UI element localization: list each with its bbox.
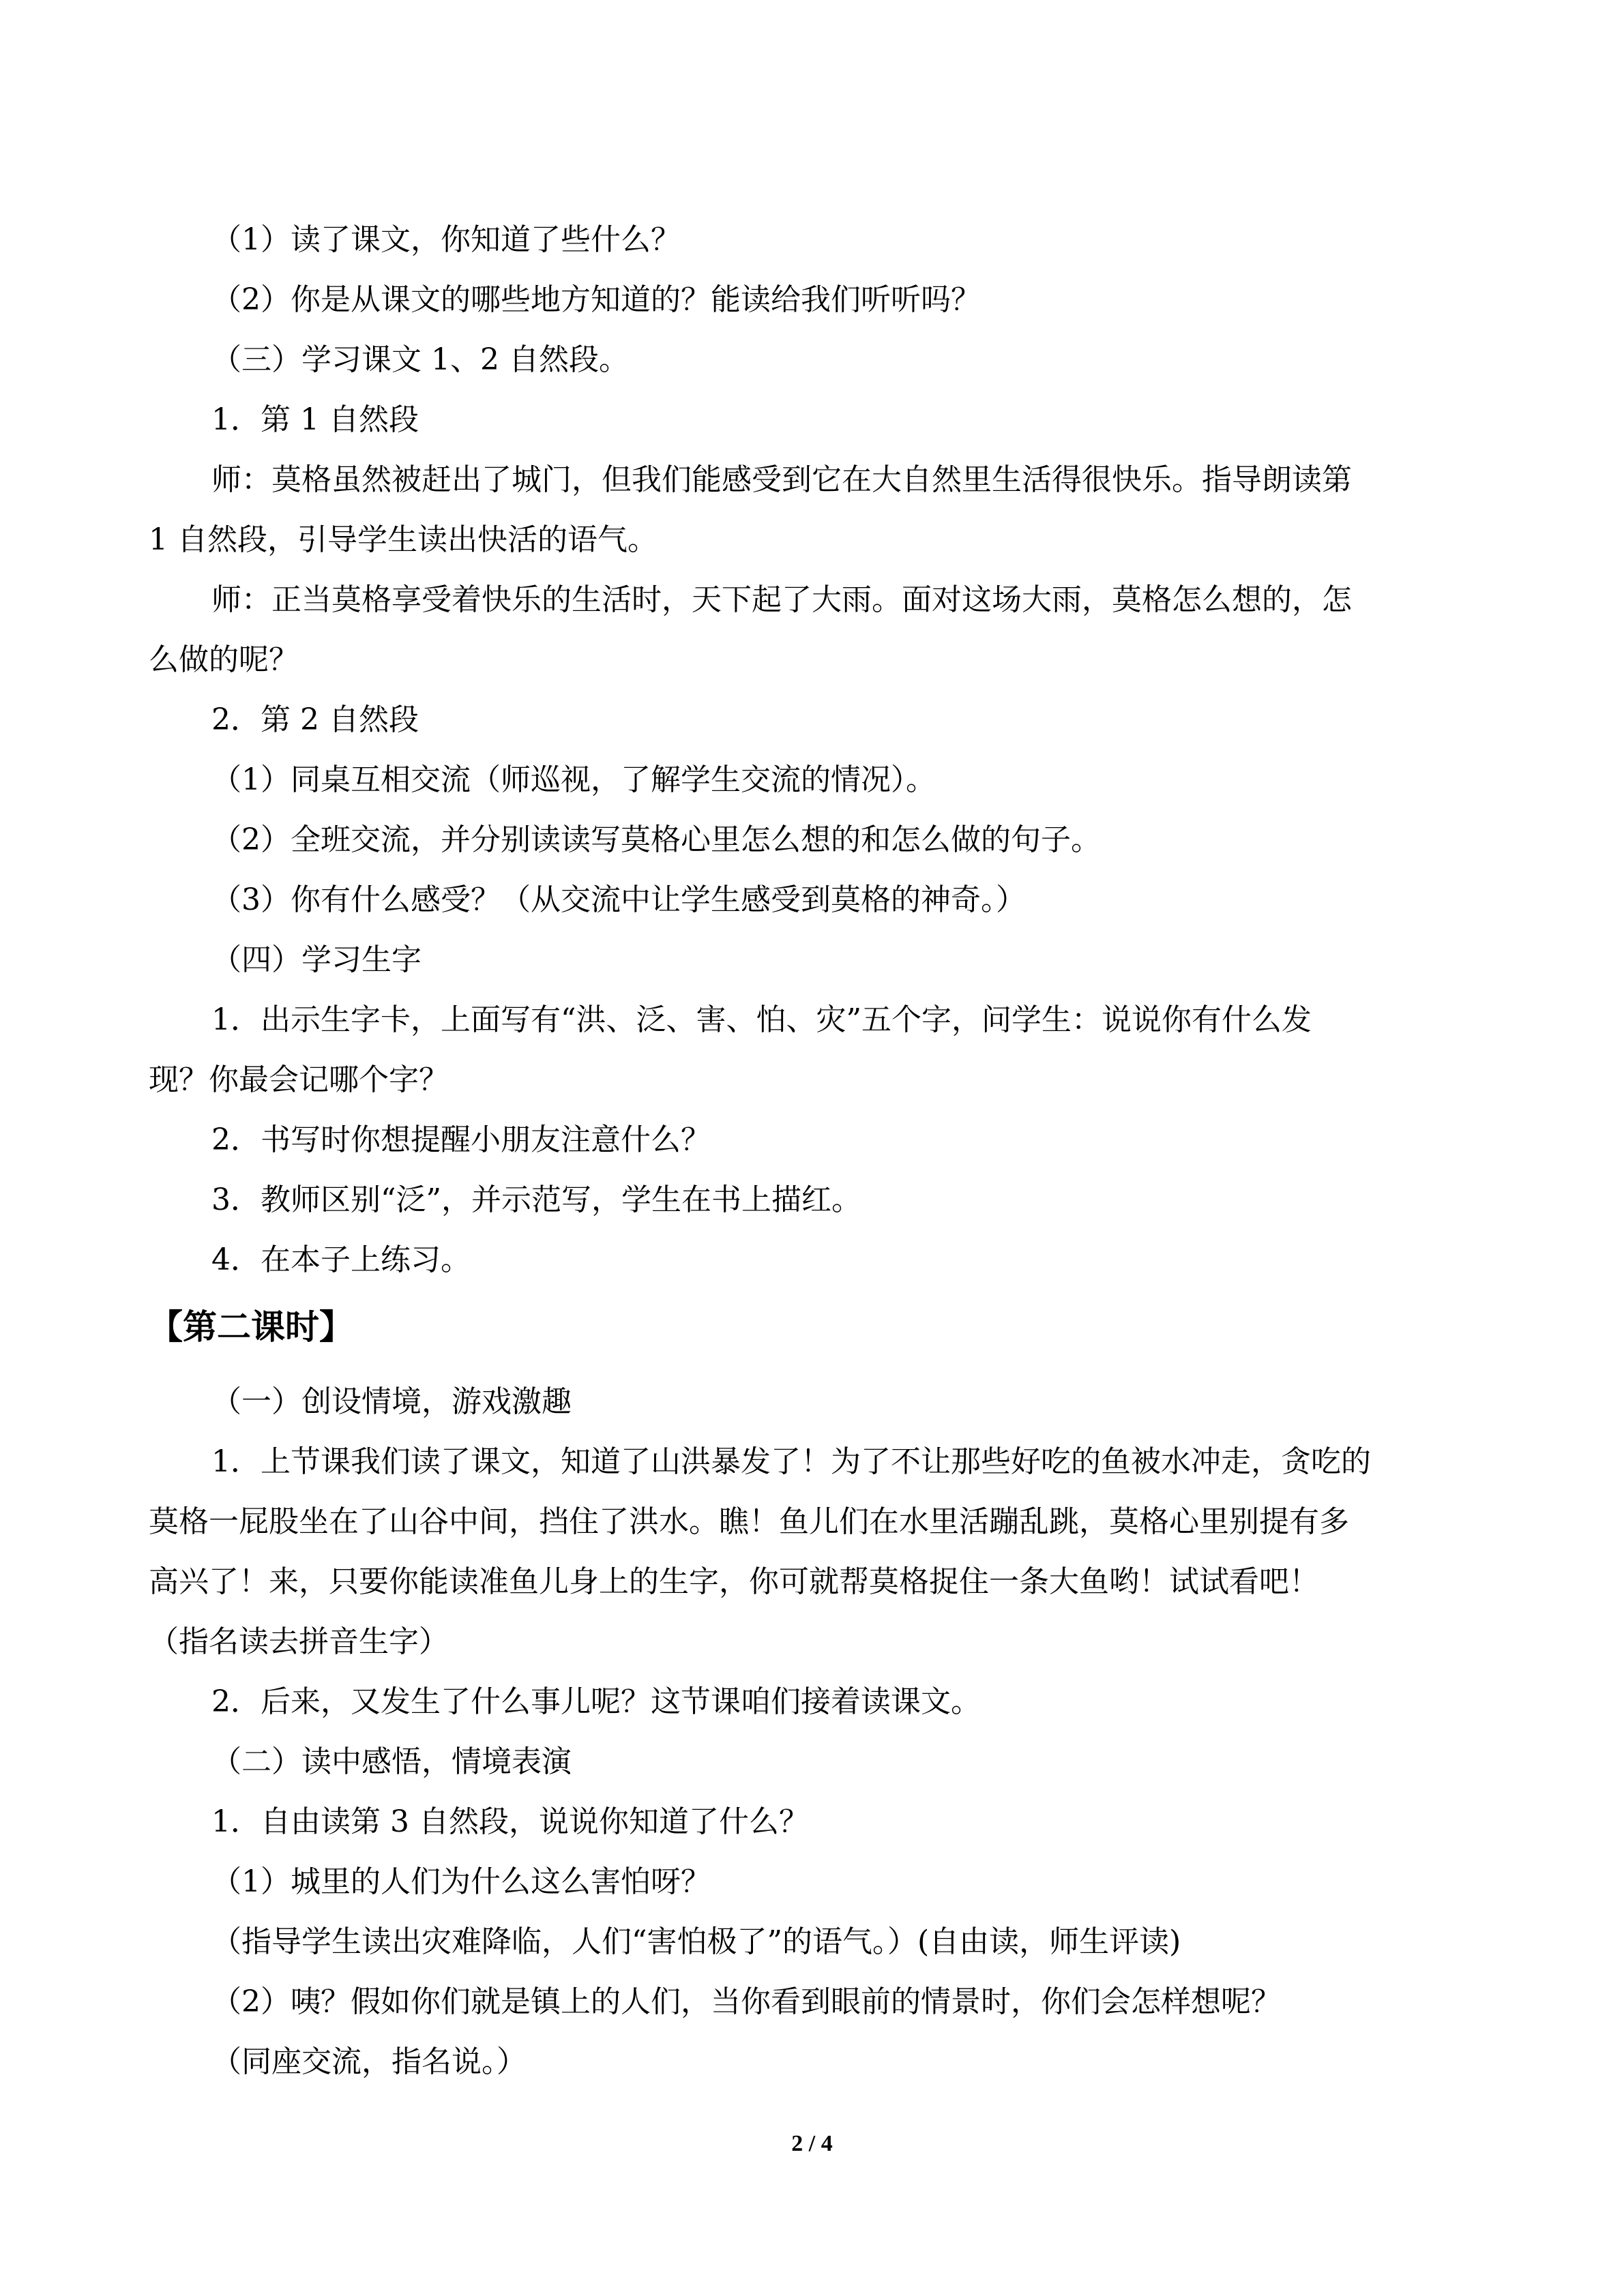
paragraph-line: 1．出示生字卡，上面写有“洪、泛、害、怕、灾”五个字，问学生：说说你有什么发	[211, 1002, 1312, 1037]
paragraph-line: （3）你有什么感受？（从交流中让学生感受到莫格的神奇。）	[211, 882, 1026, 917]
paragraph-line: 莫格一屁股坐在了山谷中间，挡住了洪水。瞧！鱼儿们在水里活蹦乱跳，莫格心里别提有多	[149, 1504, 1349, 1539]
paragraph-line: （指导学生读出灾难降临，人们“害怕极了”的语气。）(自由读，师生评读)	[211, 1924, 1181, 1959]
paragraph-line: 现？你最会记哪个字？	[149, 1062, 449, 1097]
paragraph-line: 么做的呢？	[149, 642, 299, 677]
paragraph-line: 1 自然段，引导学生读出快活的语气。	[149, 522, 658, 557]
paragraph-line: 4．在本子上练习。	[211, 1242, 471, 1277]
paragraph-line: （二）读中感悟，情境表演	[211, 1744, 572, 1779]
lesson-two-section	[149, 1372, 1476, 2092]
paragraph-line: （四）学习生字	[211, 942, 422, 977]
paragraph-line: （1）城里的人们为什么这么害怕呀？	[211, 1864, 711, 1899]
paragraph-line: 高兴了！来，只要你能读准鱼儿身上的生字，你可就帮莫格捉住一条大鱼哟！试试看吧！	[149, 1564, 1319, 1599]
paragraph-line: （三）学习课文 1、2 自然段。	[211, 342, 629, 377]
lesson-one-section	[149, 210, 1476, 1290]
paragraph-line: 2．第 2 自然段	[211, 702, 419, 737]
paragraph-line: 师：正当莫格享受着快乐的生活时，天下起了大雨。面对这场大雨，莫格怎么想的，怎	[211, 582, 1352, 617]
paragraph-line: 2．后来，又发生了什么事儿呢？这节课咱们接着读课文。	[211, 1684, 981, 1719]
paragraph-line: （一）创设情境，游戏激趣	[211, 1384, 572, 1419]
paragraph-line: （2）你是从课文的哪些地方知道的？能读给我们听听吗？	[211, 282, 981, 317]
paragraph-line: 2．书写时你想提醒小朋友注意什么？	[211, 1122, 711, 1157]
document-body	[149, 210, 1476, 2092]
paragraph-line: 1．自由读第 3 自然段，说说你知道了什么？	[211, 1804, 809, 1839]
paragraph-line: （1）同桌互相交流（师巡视，了解学生交流的情况）。	[211, 762, 936, 797]
paragraph-line: （2）全班交流，并分别读读写莫格心里怎么想的和怎么做的句子。	[211, 822, 1101, 857]
paragraph-line: （同座交流，指名说。）	[211, 2044, 527, 2079]
paragraph-line: 1．上节课我们读了课文，知道了山洪暴发了！为了不让那些好吃的鱼被水冲走，贪吃的	[211, 1444, 1371, 1479]
paragraph-line: 3．教师区别“泛”，并示范写，学生在书上描红。	[211, 1182, 861, 1217]
paragraph-line: （2）咦？假如你们就是镇上的人们，当你看到眼前的情景时，你们会怎样想呢？	[211, 1984, 1281, 2019]
paragraph-line: （指名读去拼音生字）	[149, 1624, 449, 1659]
section-heading: 【第二课时】	[149, 1307, 353, 1347]
paragraph-line: 1．第 1 自然段	[211, 402, 419, 437]
paragraph-line: 师：莫格虽然被赶出了城门，但我们能感受到它在大自然里生活得很快乐。指导朗读第	[211, 462, 1352, 497]
page-number: 2 / 4	[791, 2131, 833, 2156]
paragraph-line: （1）读了课文，你知道了些什么？	[211, 222, 681, 257]
